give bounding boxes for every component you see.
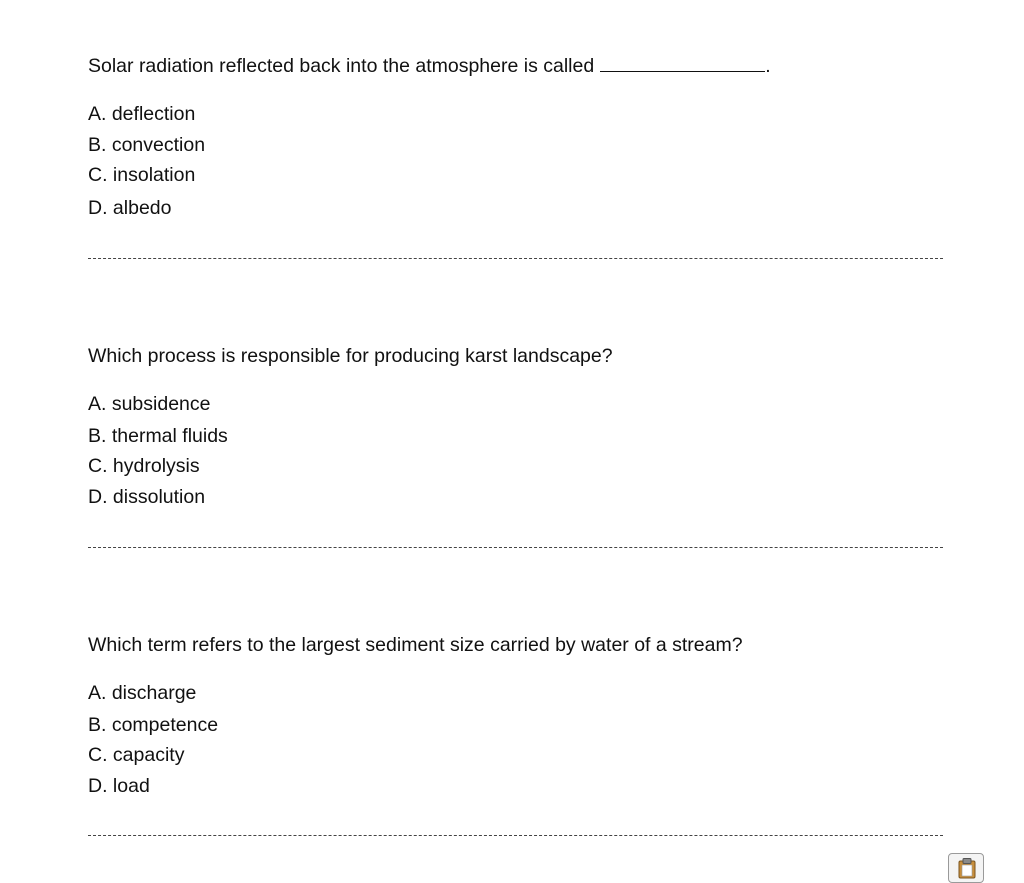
paste-options-button[interactable] <box>948 853 984 883</box>
question-1-option-a: A. deflection <box>88 103 196 125</box>
question-1-period: . <box>765 55 771 77</box>
question-2-option-c: C. hydrolysis <box>88 455 200 477</box>
question-2-text: Which process is responsible for producing karst landscape? <box>88 345 613 367</box>
question-2-option-d: D. dissolution <box>88 486 206 508</box>
question-3-option-b: B. competence <box>88 714 219 736</box>
question-1-option-b: B. convection <box>88 134 206 156</box>
question-2-option-b: B. thermal fluids <box>88 425 228 447</box>
question-1-text <box>88 54 771 78</box>
answer-blank <box>600 55 765 72</box>
separator-1 <box>88 258 943 259</box>
question-3-option-d: D. load <box>88 775 150 797</box>
question-2-option-a: A. subsidence <box>88 393 211 415</box>
separator-3 <box>88 835 943 836</box>
question-1-option-c: C. insolation <box>88 164 196 186</box>
clipboard-icon <box>958 857 976 879</box>
question-1-prompt: Solar radiation reflected back into the atmosphere is called <box>88 55 595 77</box>
question-3-option-c: C. capacity <box>88 744 185 766</box>
separator-2 <box>88 547 943 548</box>
question-3-text: Which term refers to the largest sediment size carried by water of a stream? <box>88 634 743 656</box>
question-3-option-a: A. discharge <box>88 682 197 704</box>
question-1-option-d: D. albedo <box>88 197 172 219</box>
